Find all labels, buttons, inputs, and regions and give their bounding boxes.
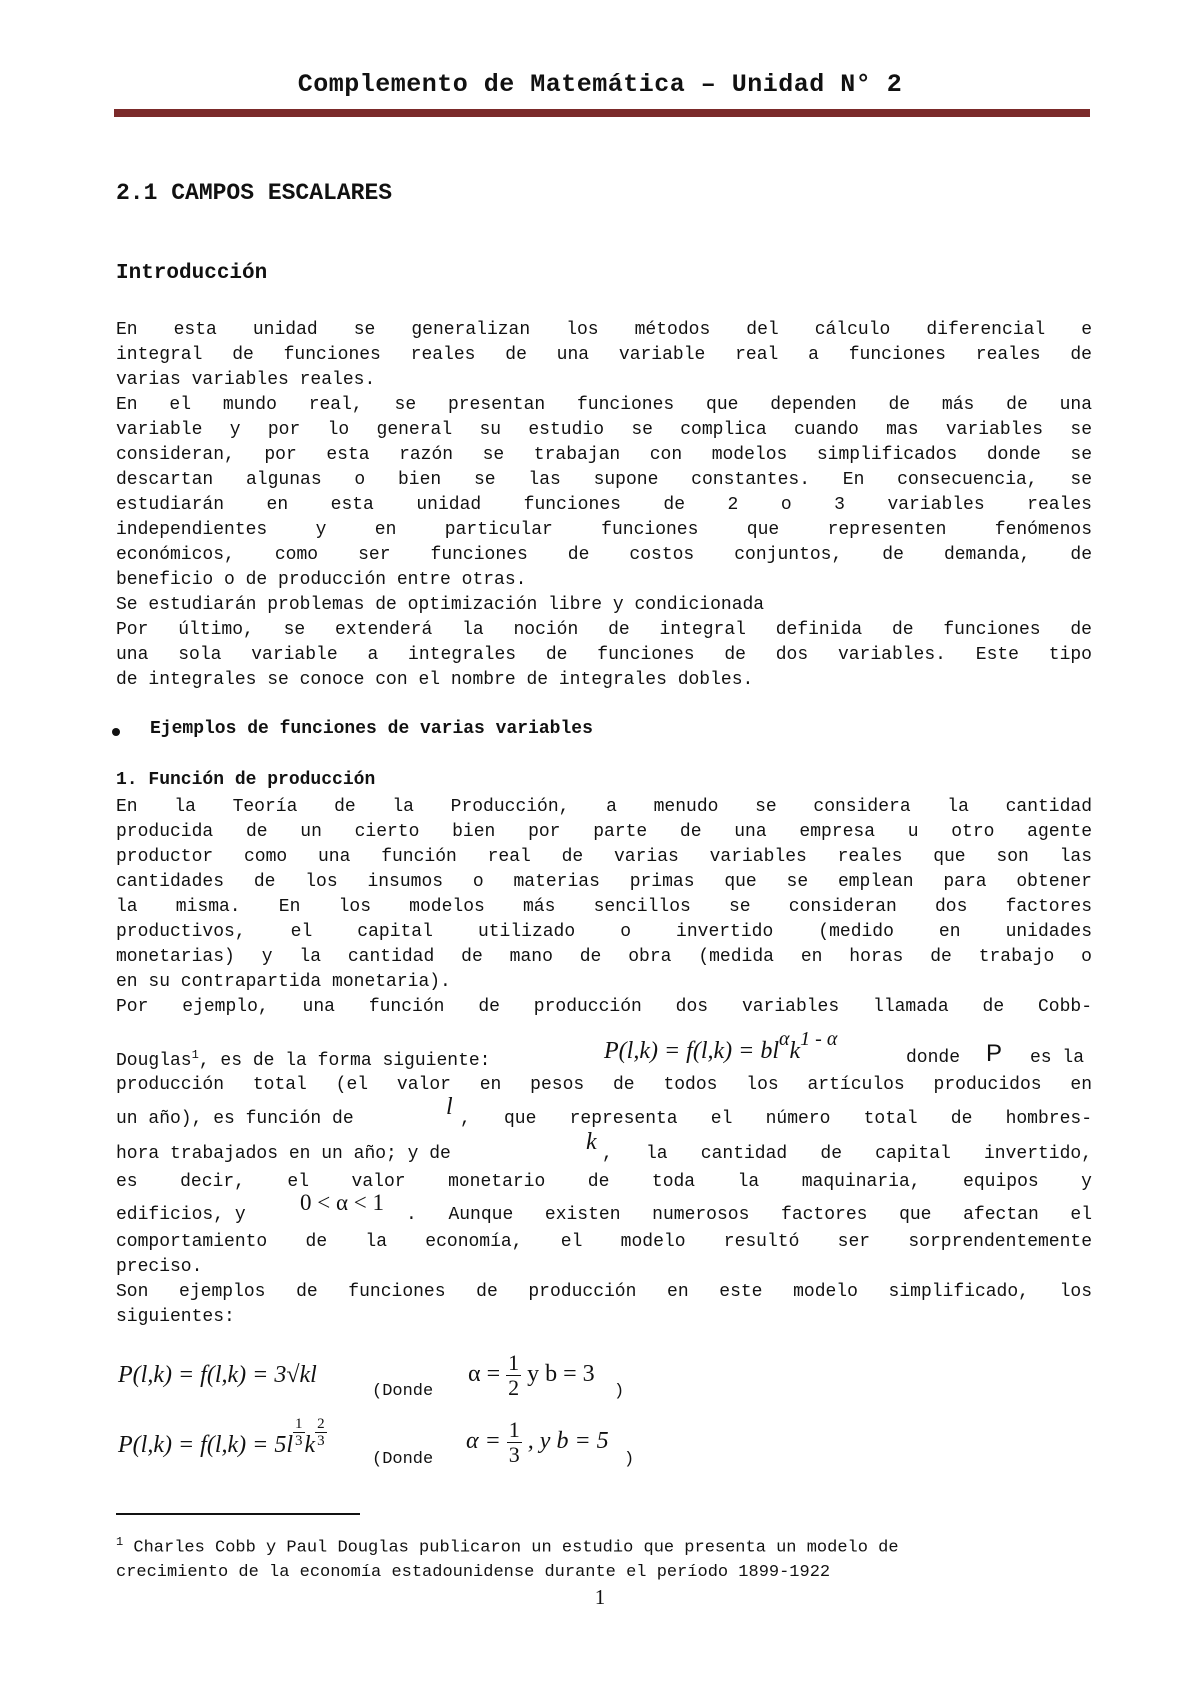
after-line-2b: , que representa el número total de hombres- bbox=[460, 1109, 1092, 1129]
after-line: Son ejemplos de funciones de producción en este modelo simplificado, los bbox=[116, 1282, 1092, 1302]
exponent-one-third bbox=[293, 1416, 305, 1449]
prod-line: monetarias) y la cantidad de mano de obra (medida en horas de trabajo o bbox=[116, 947, 1092, 967]
alpha-inequality: 0 < α < 1 bbox=[300, 1190, 384, 1215]
exp-den: 3 bbox=[295, 1433, 303, 1449]
intro-line: beneficio o de producción entre otras. bbox=[116, 570, 527, 590]
exp-num: 1 bbox=[295, 1416, 303, 1432]
params-rest: , y b = 5 bbox=[527, 1428, 609, 1455]
example-2-close: ) bbox=[624, 1450, 635, 1469]
header-rule bbox=[114, 109, 1090, 117]
footnote-mark: 1 bbox=[116, 1535, 124, 1549]
example-1-donde: (Donde bbox=[372, 1382, 434, 1401]
footnote bbox=[116, 1530, 1076, 1585]
page-number: 1 bbox=[594, 1585, 606, 1609]
cobb-text: , es de la forma siguiente: bbox=[198, 1051, 491, 1071]
formula-k-exp: 1 - α bbox=[800, 1028, 838, 1050]
after-line-3b: , la cantidad de capital invertido, bbox=[602, 1144, 1092, 1164]
intro-line: descartan algunas o bien se las supone constantes. En consecuencia, se bbox=[116, 470, 1092, 490]
intro-line: En esta unidad se generalizan los métodos del cálculo diferencial e bbox=[116, 320, 1092, 340]
subheading: 1. Función de producción bbox=[116, 770, 376, 790]
exp-den: 3 bbox=[317, 1433, 325, 1449]
exponent-two-thirds bbox=[315, 1416, 327, 1449]
frac-den: 2 bbox=[508, 1375, 520, 1400]
intro-line: En el mundo real, se presentan funciones que dependen de más de una bbox=[116, 395, 1092, 415]
header-title: Complemento de Matemática – Unidad N° 2 bbox=[297, 70, 903, 99]
intro-line: Se estudiarán problemas de optimización libre y condicionada bbox=[116, 595, 765, 615]
intro-line: económicos, como ser funciones de costos conjuntos, de demanda, de bbox=[116, 545, 1092, 565]
cobb-lead-text: Douglas bbox=[116, 1051, 192, 1071]
bullet-heading: Ejemplos de funciones de varias variables bbox=[150, 719, 593, 739]
example-2-formula bbox=[118, 1416, 327, 1463]
after-line: producción total (el valor en pesos de todos los artículos producidos en bbox=[116, 1075, 1092, 1095]
prod-line: producida de un cierto bien por parte de una empresa u otro agente bbox=[116, 822, 1092, 842]
intro-line: una sola variable a integrales de funciones de dos variables. Este tipo bbox=[116, 645, 1092, 665]
section-title: 2.1 CAMPOS ESCALARES bbox=[116, 180, 393, 206]
example-2-donde: (Donde bbox=[372, 1450, 434, 1469]
fraction-one-half bbox=[506, 1351, 521, 1400]
cobb-douglas-formula bbox=[604, 1028, 838, 1065]
formula-alpha-exp: α bbox=[779, 1028, 790, 1050]
intro-line: estudiarán en esta unidad funciones de 2 o 3 variables reales bbox=[116, 495, 1092, 515]
after-line-5a: edificios, y bbox=[116, 1205, 246, 1225]
after-line: siguientes: bbox=[116, 1307, 235, 1327]
intro-line: de integrales se conoce con el nombre de integrales dobles. bbox=[116, 670, 754, 690]
intro-line: variable y por lo general su estudio se complica cuando mas variables se bbox=[116, 420, 1092, 440]
formula-k: k bbox=[789, 1038, 801, 1064]
prod-line: la misma. En los modelos más sencillos se consideran dos factores bbox=[116, 897, 1092, 917]
prod-line: en su contrapartida monetaria). bbox=[116, 972, 451, 992]
intro-line: integral de funciones reales de una variable real a funciones reales de bbox=[116, 345, 1092, 365]
footnote-ref: 1 bbox=[191, 1048, 199, 1062]
footnote-rule bbox=[116, 1513, 360, 1515]
exp-num: 2 bbox=[317, 1416, 325, 1432]
example-2-params bbox=[466, 1418, 609, 1467]
example-1-close: ) bbox=[614, 1382, 625, 1401]
cobb-tail: donde bbox=[906, 1048, 961, 1068]
cobb-lead bbox=[116, 1048, 490, 1071]
frac-num: 1 bbox=[508, 1417, 520, 1442]
after-line-3a: hora trabajados en un año; y de bbox=[116, 1144, 451, 1164]
formula-part-b: k bbox=[304, 1432, 316, 1459]
prod-line: En la Teoría de la Producción, a menudo se considera la cantidad bbox=[116, 797, 1092, 817]
after-line: preciso. bbox=[116, 1257, 203, 1277]
intro-line: varias variables reales. bbox=[116, 370, 376, 390]
intro-line: independientes y en particular funciones que representen fenómenos bbox=[116, 520, 1092, 540]
frac-num: 1 bbox=[508, 1350, 520, 1375]
frac-den: 3 bbox=[508, 1442, 520, 1467]
intro-heading: Introducción bbox=[116, 262, 268, 285]
formula-part-a: P(l,k) = f(l,k) = 5l bbox=[118, 1432, 293, 1459]
intro-line: consideran, por esta razón se trabajan con modelos simplificados donde se bbox=[116, 445, 1092, 465]
prod-line: productivos, el capital utilizado o invertido (medido en unidades bbox=[116, 922, 1092, 942]
after-line: comportamiento de la economía, el modelo resultó ser sorprendentemente bbox=[116, 1232, 1092, 1252]
var-l: l bbox=[446, 1094, 453, 1120]
example-1-params bbox=[468, 1351, 595, 1400]
prod-line: productor como una función real de varias variables reales que son las bbox=[116, 847, 1092, 867]
example-1-formula: P(l,k) = f(l,k) = 3√kl bbox=[118, 1362, 317, 1388]
alpha-equals: α = bbox=[466, 1428, 501, 1455]
after-line-2a: un año), es función de bbox=[116, 1109, 354, 1129]
alpha-equals: α = bbox=[468, 1361, 501, 1388]
after-line-5b: . Aunque existen numerosos factores que afectan el bbox=[406, 1205, 1092, 1225]
cobb-tail2: es la bbox=[1030, 1048, 1085, 1068]
formula-main: P(l,k) = f(l,k) = bl bbox=[604, 1038, 779, 1064]
bullet-icon bbox=[112, 728, 120, 736]
fraction-one-third bbox=[507, 1418, 522, 1467]
var-p: P bbox=[986, 1040, 1003, 1067]
footnote-line-2: crecimiento de la economía estadounidense durante el período 1899-1922 bbox=[116, 1562, 831, 1582]
after-line: es decir, el valor monetario de toda la maquinaria, equipos y bbox=[116, 1172, 1092, 1192]
prod-line: cantidades de los insumos o materias primas que se emplean para obtener bbox=[116, 872, 1092, 892]
intro-line: Por último, se extenderá la noción de integral definida de funciones de bbox=[116, 620, 1092, 640]
var-k: k bbox=[586, 1129, 597, 1155]
footnote-line-1: Charles Cobb y Paul Douglas publicaron un estudio que presenta un modelo de bbox=[123, 1538, 899, 1558]
prod-line: Por ejemplo, una función de producción dos variables llamada de Cobb- bbox=[116, 997, 1092, 1017]
params-rest: y b = 3 bbox=[527, 1361, 595, 1388]
